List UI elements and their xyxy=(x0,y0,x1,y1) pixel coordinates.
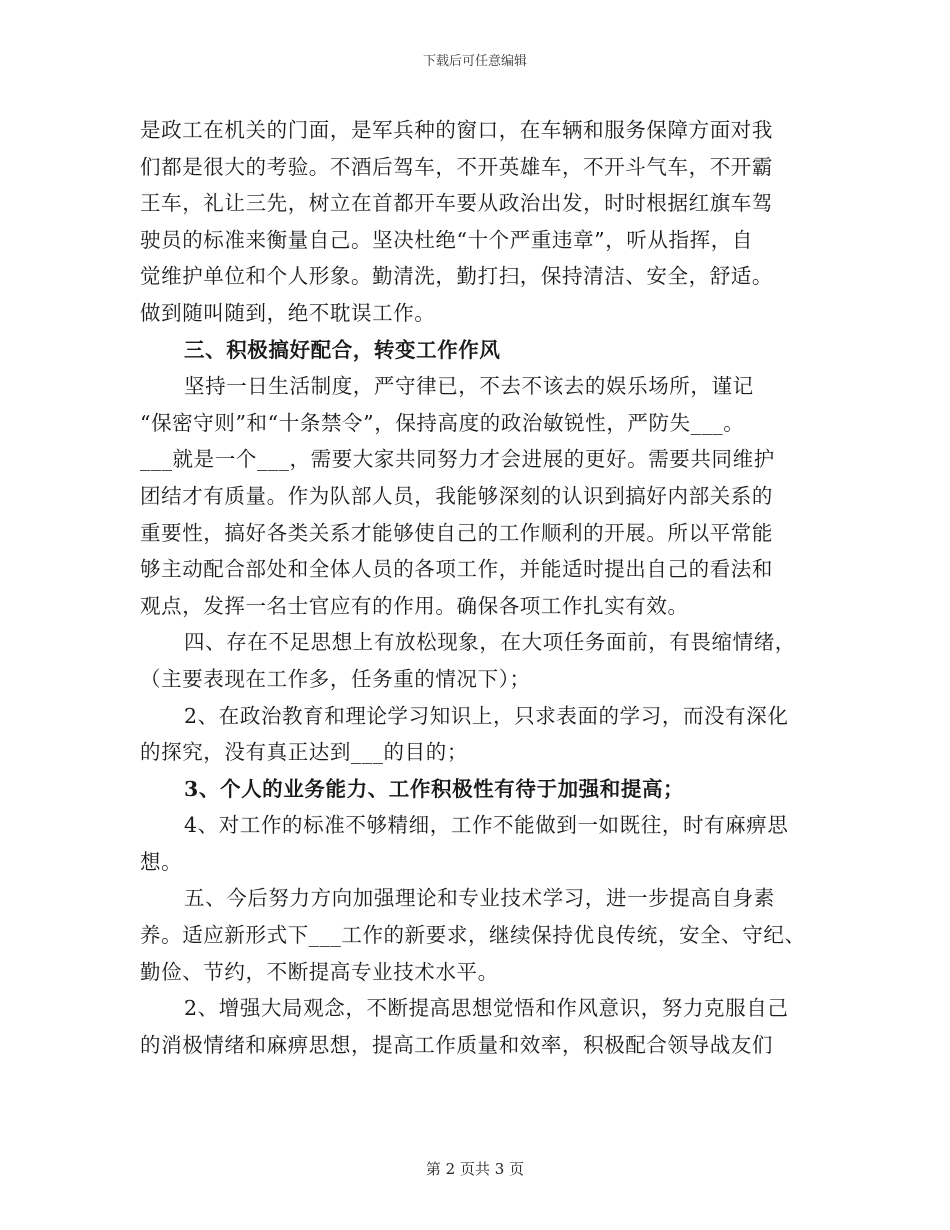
paragraph xyxy=(140,112,820,332)
paragraph xyxy=(140,368,820,624)
text-line: 王车，礼让三先，树立在首都开车要从政治出发，时时根据红旗车驾 xyxy=(140,191,773,216)
text-line: 够主动配合部处和全体人员的各项工作，并能适时提出自己的看法和 xyxy=(140,557,773,582)
section-heading xyxy=(140,332,820,369)
text-line: （主要表现在工作多，任务重的情况下）； xyxy=(140,666,531,691)
paragraph xyxy=(140,807,820,880)
text-line: 的探究，没有真正达到___的目的； xyxy=(140,740,468,765)
text-line: 是政工在机关的门面，是军兵种的窗口，在车辆和服务保障方面对我 xyxy=(140,118,773,142)
text-line: 2、增强大局观念，不断提高思想觉悟和作风意识，努力克服自己 xyxy=(184,996,789,1021)
paragraph xyxy=(140,698,820,771)
document-body xyxy=(140,112,820,1063)
paragraph xyxy=(140,624,820,697)
text-line: “保密守则”和“十条禁令”，保持高度的政治敏锐性，严防失___。 xyxy=(140,410,745,435)
text-line: 五、今后努力方向加强理论和专业技术学习，进一步提高自身素 xyxy=(184,886,775,911)
text-line: 3、个人的业务能力、工作积极性有待于加强和提高； xyxy=(184,776,685,801)
section-heading xyxy=(140,771,820,808)
text-line: 团结才有质量。作为队部人员，我能够深刻的认识到搞好内部关系的 xyxy=(140,483,773,508)
text-line: 2、在政治教育和理论学习知识上，只求表面的学习，而没有深化 xyxy=(184,703,789,728)
text-line: 们都是很大的考验。不酒后驾车，不开英雄车，不开斗气车，不开霸 xyxy=(140,154,773,179)
text-line: ___就是一个___，需要大家共同努力才会进展的更好。需要共同维护 xyxy=(140,447,775,472)
text-line: 驶员的标准来衡量自己。坚决杜绝“十个严重违章”，听从指挥，自 xyxy=(140,227,753,252)
paragraph xyxy=(140,990,820,1063)
text-line: 想。 xyxy=(140,849,183,874)
text-line: 勤俭、节约，不断提高专业技术水平。 xyxy=(140,959,499,984)
page-header: 下载后可任意编辑 xyxy=(422,54,527,69)
page-footer: 第 2 页共 3 页 xyxy=(425,1160,525,1178)
text-line: 的消极情绪和麻痹思想，提高工作质量和效率，积极配合领导战友们 xyxy=(140,1032,773,1057)
text-line: 做到随叫随到，绝不耽误工作。 xyxy=(140,300,436,325)
paragraph xyxy=(140,880,820,990)
text-line: 四、存在不足思想上有放松现象，在大项任务面前，有畏缩情绪， xyxy=(184,630,796,655)
text-line: 三、积极搞好配合，转变工作作风 xyxy=(184,337,501,362)
text-line: 4、对工作的标准不够精细，工作不能做到一如既往，时有麻痹思 xyxy=(184,813,789,838)
text-line: 重要性，搞好各类关系才能够使自己的工作顺利的开展。所以平常能 xyxy=(140,520,773,545)
text-line: 坚持一日生活制度，严守律已，不去不该去的娱乐场所，谨记 xyxy=(184,374,754,399)
text-line: 养。适应新形式下___工作的新要求，继续保持优良传统，安全、守纪、 xyxy=(140,923,806,948)
text-line: 观点，发挥一名士官应有的作用。确保各项工作扎实有效。 xyxy=(140,593,689,618)
text-line: 觉维护单位和个人形象。勤清洗，勤打扫，保持清洁、安全，舒适。 xyxy=(140,264,773,289)
